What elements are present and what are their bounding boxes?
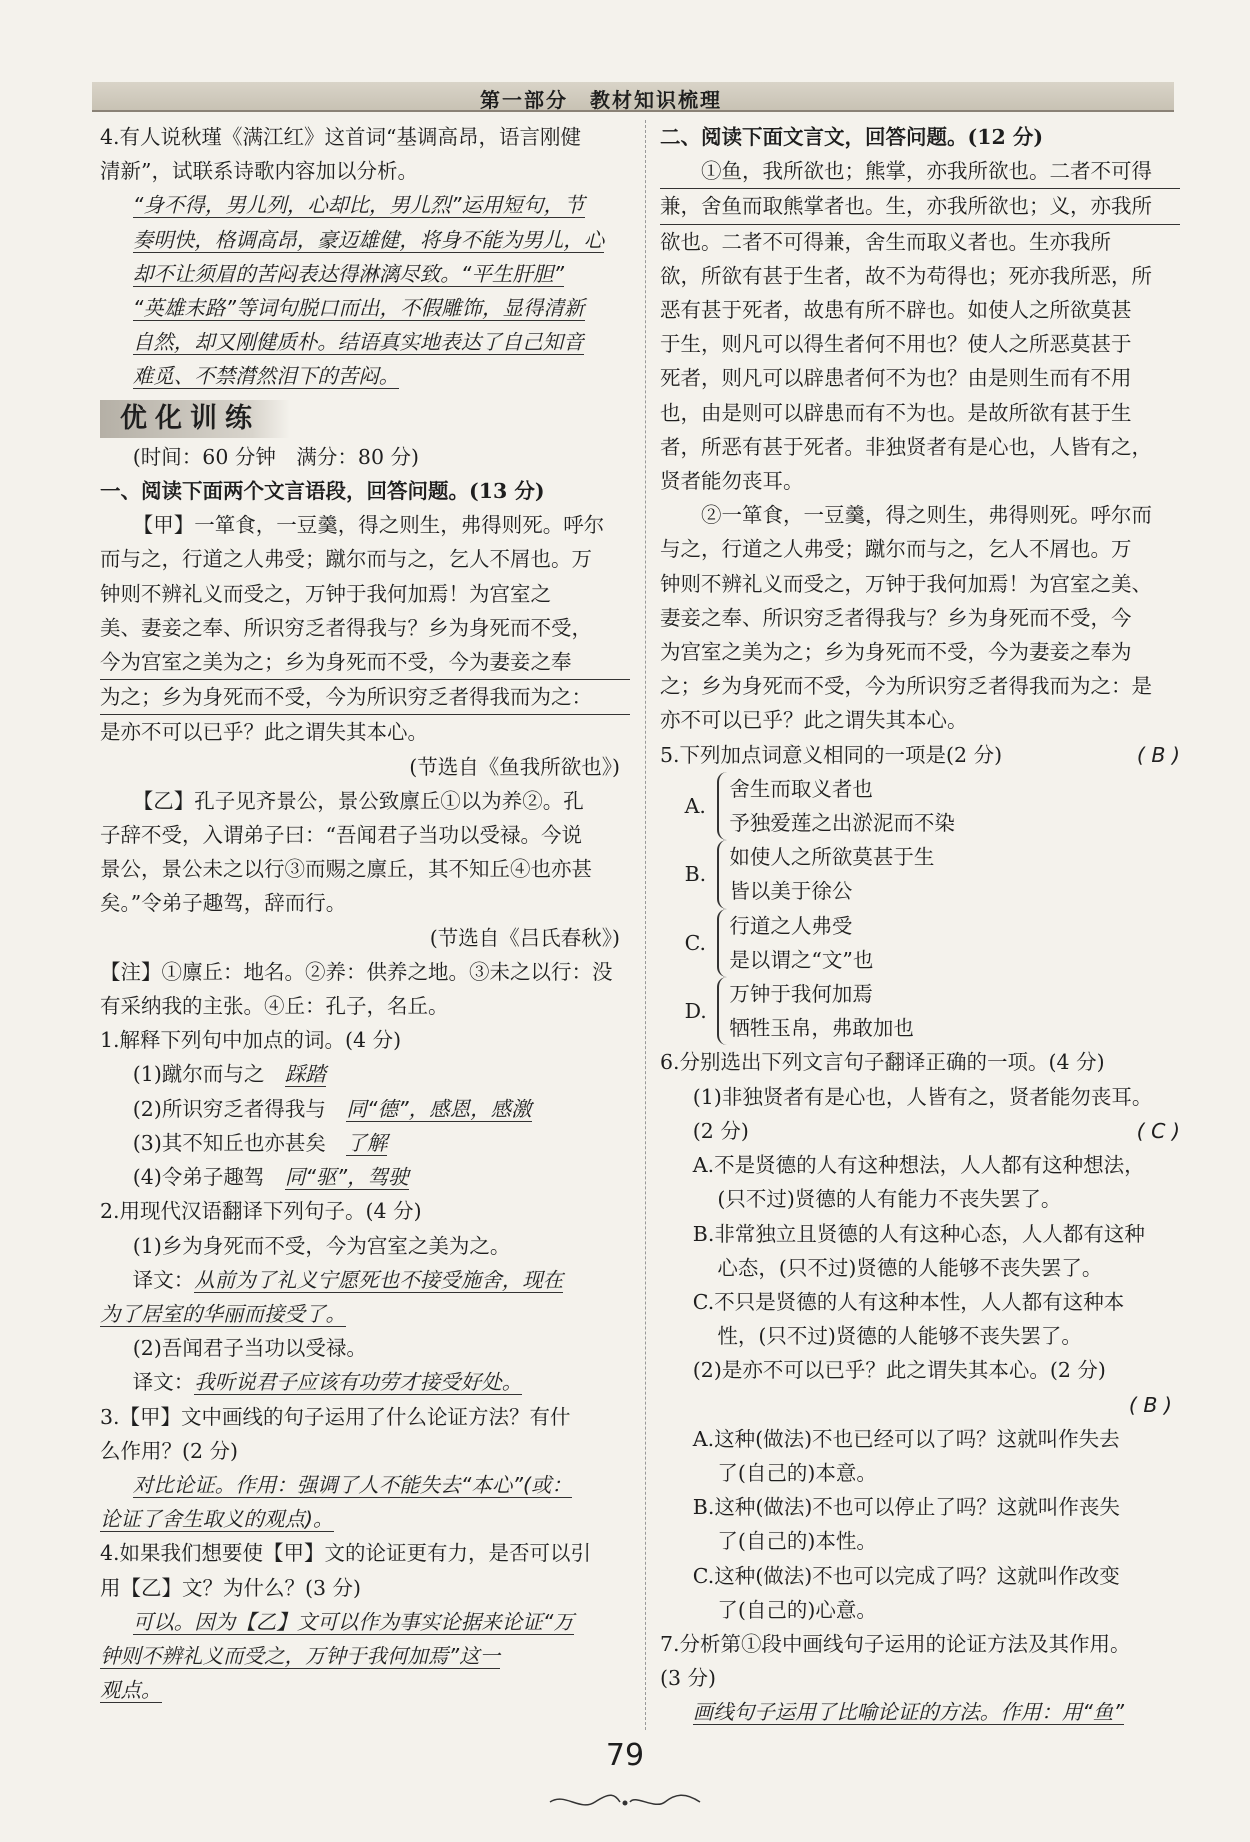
q7-stem: (3 分)	[660, 1666, 717, 1691]
q6-s2-answer: ( B )	[1128, 1392, 1172, 1417]
q4-answer	[100, 188, 630, 393]
p2-line: 亦不可以已乎？此之谓失其本心。	[660, 708, 968, 733]
q3-answer: 论证了舍生取义的观点)。	[100, 1507, 334, 1532]
option-line: 行道之人弗受	[729, 913, 853, 938]
option-line: 如使人之所欲莫甚于生	[729, 845, 935, 870]
q6-option-line: B.非常独立且贤德的人有这种心态，人人都有这种	[692, 1221, 1145, 1246]
option-line: 牺牲玉帛，弗敢加也	[729, 1016, 914, 1041]
q4-answer-line: “英雄末路”等词句脱口而出，不假雕饰，显得清新	[132, 296, 585, 321]
p1-line: 也，由是则可以辟患而有不为也。是故所欲有甚于生	[660, 400, 1132, 425]
q4-answer-line: 却不让须眉的苦闷表达得淋漓尽致。“平生肝胆”	[132, 261, 565, 286]
q6-s1-answer: ( C )	[1136, 1118, 1180, 1143]
q6-option-line: 了(自己的)心意。	[717, 1597, 877, 1622]
section-title: 优化训练	[100, 400, 290, 438]
p1-line: 欲也。二者不可得兼，舍生而取义者也。生亦我所	[660, 229, 1111, 254]
q4-stem-1: 4.有人说秋瑾《满江红》这首词“基调高昂，语言刚健	[100, 125, 582, 149]
q5-answer: ( B )	[1136, 742, 1180, 767]
q2-answer-text: 从前为了礼义宁愿死也不接受施舍，现在	[194, 1267, 564, 1292]
passage-2	[660, 498, 1180, 737]
yi-line: 【乙】孔子见齐景公，景公致廪丘①以为养②。孔	[132, 788, 584, 813]
option-line: 是以谓之“文”也	[729, 947, 874, 972]
p1-line: 死者，则凡可以辟患者何不为也？由是则生而有不用	[660, 366, 1132, 391]
yi-line: 矣。”令弟子趣驾，辞而行。	[100, 891, 347, 916]
yi-source: (节选自《吕氏春秋》)	[429, 925, 620, 950]
q6-option-line: 心态，(只不过)贤德的人能够不丧失罢了。	[717, 1255, 1103, 1280]
q1-item-text: (3)其不知丘也亦甚矣	[132, 1130, 326, 1155]
q6-option-line: A.这种(做法)不也已经可以了吗？这就叫作失去	[692, 1426, 1120, 1451]
q1-item-2	[100, 1092, 630, 1126]
q6-option-line: (只不过)贤德的人有能力不丧失罢了。	[717, 1187, 1062, 1212]
q2-stem: 2.用现代汉语翻译下列句子。(4 分)	[100, 1199, 422, 1224]
q4b-stem: 用【乙】文？为什么？(3 分)	[100, 1575, 362, 1600]
page-number: 79	[605, 1738, 645, 1773]
yi-line: 景公，景公未之以行③而赐之廪丘，其不知丘④也亦甚	[100, 857, 592, 882]
p1-line: ①鱼，我所欲也；熊掌，亦我所欲也。二者不可得	[660, 154, 1180, 189]
q6-s2-options	[660, 1422, 1180, 1627]
q4b-answer: 可以。因为【乙】文可以作为事实论据来论证“万	[132, 1609, 574, 1634]
jia-source: (节选自《鱼我所欲也》)	[409, 754, 620, 779]
jia-line: 今为宫室之美为之；乡为身死而不受，今为妻妾之奉	[100, 645, 630, 680]
jia-line: 为之；乡为身死而不受，今为所识穷乏者得我而为之：	[100, 680, 630, 715]
q6-s1-options	[660, 1148, 1180, 1353]
p1-line: 恶有甚于死者，故患有所不辟也。如使人之所欲莫甚	[660, 298, 1132, 323]
p2-line: 为宫室之美为之；乡为身死而不受，今为妻妾之奉为	[660, 640, 1132, 665]
time-info: (时间：60 分钟 满分：80 分)	[132, 444, 419, 469]
q4b-answer: 钟则不辨礼义而受之，万钟于我何加焉”这一	[100, 1643, 501, 1668]
q1-item-answer: 同“驱”，驾驶	[284, 1165, 409, 1190]
passage-1	[660, 154, 1180, 498]
p1-line: 欲，所欲有甚于生者，故不为苟得也；死亦我所恶，所	[660, 263, 1152, 288]
q6-option-line: C.不只是贤德的人有这种本性，人人都有这种本	[692, 1289, 1125, 1314]
q4b-stem: 4.如果我们想要使【甲】文的论证更有力，是否可以引	[100, 1541, 592, 1566]
column-divider	[645, 120, 646, 1730]
q6-option-line: C.这种(做法)不也可以完成了吗？这就叫作改变	[692, 1563, 1120, 1588]
q7-answer: 画线句子运用了比喻论证的方法。作用：用“鱼”	[692, 1700, 1125, 1725]
p2-line: 与之，行道之人弗受；蹴尔而与之，乞人不屑也。万	[660, 537, 1132, 562]
note-line: 有采纳我的主张。④丘：孔子，名丘。	[100, 994, 449, 1019]
p2-line: 妻妾之奉、所识穷乏者得我与？乡为身死而不受，今	[660, 605, 1132, 630]
q6-s1-score: (2 分)	[692, 1118, 749, 1143]
q6-option-line: 了(自己的)本性。	[717, 1529, 877, 1554]
q2-answer-text: 我听说君子应该有功劳才接受好处。	[194, 1370, 523, 1395]
option-letter: A.	[684, 793, 706, 818]
note-line: 【注】①廪丘：地名。②养：供养之地。③未之以行：没	[100, 959, 613, 984]
jia-line: 钟则不辨礼义而受之，万钟于我何加焉！为宫室之	[100, 581, 551, 606]
q7-stem: 7.分析第①段中画线句子运用的论证方法及其作用。	[660, 1631, 1131, 1656]
q5-option-c	[685, 909, 1180, 977]
option-letter: C.	[684, 930, 707, 955]
q6-s1-row	[660, 1114, 1180, 1148]
part2-title: 二、阅读下面文言文，回答问题。(12 分)	[660, 125, 1044, 149]
jia-line: 美、妻妾之奉、所识穷乏者得我与？乡为身死而不受，	[100, 615, 592, 640]
q1-item-answer: 了解	[346, 1130, 388, 1155]
jia-passage	[100, 508, 630, 749]
q1-item-answer: 同“德”，感恩，感激	[346, 1096, 532, 1121]
option-line: 皆以美于徐公	[729, 879, 853, 904]
q3-stem: 么作用？(2 分)	[100, 1438, 239, 1463]
q6-sentence-1: (1)非独贤者有是心也，人皆有之，贤者能勿丧耳。	[692, 1084, 1153, 1109]
left-column	[100, 120, 630, 1707]
q5-option-a	[685, 772, 1180, 840]
p1-line: 兼，舍鱼而取熊掌者也。生，亦我所欲也；义，亦我所	[660, 189, 1180, 224]
q2-sentence-2: (2)吾闻君子当功以受禄。	[132, 1336, 367, 1361]
jia-line: 而与之，行道之人弗受；蹴尔而与之，乞人不屑也。万	[100, 547, 592, 572]
q5-stem-text: 5.下列加点词意义相同的一项是(2 分)	[660, 742, 1003, 767]
q5-stem	[660, 738, 1180, 772]
q4-answer-line: 自然，却又刚健质朴。结语真实地表达了自己知音	[132, 330, 584, 355]
q6-sentence-2: (2)是亦不可以已乎？此之谓失其本心。(2 分)	[692, 1358, 1106, 1383]
q4-answer-line: “身不得，男儿列，心却比，男儿烈”运用短句，节	[132, 193, 585, 218]
q6-option-line: 了(自己的)本意。	[717, 1460, 877, 1485]
q4-answer-line: 难觅、不禁潸然泪下的苦闷。	[132, 364, 400, 389]
yi-passage	[100, 784, 630, 921]
p2-line: 之；乡为身死而不受，今为所识穷乏者得我而为之：是	[660, 674, 1152, 699]
p2-line: 钟则不辨礼义而受之，万钟于我何加焉！为宫室之美、	[660, 571, 1152, 596]
q2-sentence-1: (1)乡为身死而不受，今为宫室之美为之。	[132, 1233, 511, 1258]
q2-answer-1	[100, 1263, 630, 1297]
q1-item-text: (2)所识穷乏者得我与	[132, 1096, 326, 1121]
option-letter: B.	[684, 862, 707, 887]
q2-answer-text: 为了居室的华丽而接受了。	[100, 1301, 346, 1326]
option-letter: D.	[684, 999, 707, 1024]
q6-option-line: 性，(只不过)贤德的人能够不丧失罢了。	[717, 1324, 1082, 1349]
header-title: 第一部分 教材知识梳理	[480, 88, 722, 112]
q6-option-line: A.不是贤德的人有这种想法，人人都有这种想法，	[692, 1153, 1145, 1178]
option-line: 予独爱莲之出淤泥而不染	[729, 811, 955, 836]
q3-answer: 对比论证。作用：强调了人不能失去“本心”(或：	[132, 1472, 573, 1497]
q4-stem-2: 清新”，试联系诗歌内容加以分析。	[100, 159, 418, 184]
q4-answer-line: 奏明快，格调高昂，豪迈雄健，将身不能为男儿，心	[132, 227, 605, 252]
q6-stem: 6.分别选出下列文言句子翻译正确的一项。(4 分)	[660, 1050, 1105, 1075]
jia-line: 【甲】一箪食，一豆羹，得之则生，弗得则死。呼尔	[132, 513, 605, 538]
ornament-icon	[545, 1790, 705, 1812]
q1-item-4	[100, 1160, 630, 1194]
p1-line: 于生，则凡可以得生者何不用也？使人之所恶莫甚于	[660, 332, 1132, 357]
jia-line: 是亦不可以已乎？此之谓失其本心。	[100, 720, 428, 745]
right-column	[660, 120, 1180, 1730]
q1-item-answer: 踩踏	[284, 1062, 326, 1087]
option-line: 舍生而取义者也	[729, 776, 873, 801]
part1-title: 一、阅读下面两个文言语段，回答问题。(13 分)	[100, 479, 545, 504]
q5-option-b	[685, 840, 1180, 908]
q1-stem: 1.解释下列句中加点的词。(4 分)	[100, 1028, 402, 1053]
p1-line: 者，所恶有甚于死者。非独贤者有是心也，人皆有之，	[660, 434, 1152, 459]
q1-item-3	[100, 1126, 630, 1160]
translation-label: 译文：	[132, 1267, 195, 1292]
yi-line: 子辞不受，入谓弟子曰：“吾闻君子当功以受禄。今说	[100, 823, 582, 848]
option-line: 万钟于我何加焉	[729, 982, 873, 1007]
q1-item-1	[100, 1057, 630, 1091]
q4b-answer: 观点。	[100, 1678, 162, 1703]
q1-item-text: (1)蹴尔而与之	[132, 1062, 265, 1087]
p2-line: ②一箪食，一豆羹，得之则生，弗得则死。呼尔而	[701, 503, 1152, 528]
q3-stem: 3.【甲】文中画线的句子运用了什么论证方法？有什	[100, 1404, 571, 1429]
q1-item-text: (4)令弟子趣驾	[132, 1165, 265, 1190]
q5-option-d	[685, 977, 1180, 1045]
translation-label: 译文：	[132, 1370, 195, 1395]
q6-option-line: B.这种(做法)不也可以停止了吗？这就叫作丧失	[692, 1495, 1120, 1520]
p1-line: 贤者能勿丧耳。	[660, 469, 804, 494]
q2-answer-2	[100, 1365, 630, 1399]
